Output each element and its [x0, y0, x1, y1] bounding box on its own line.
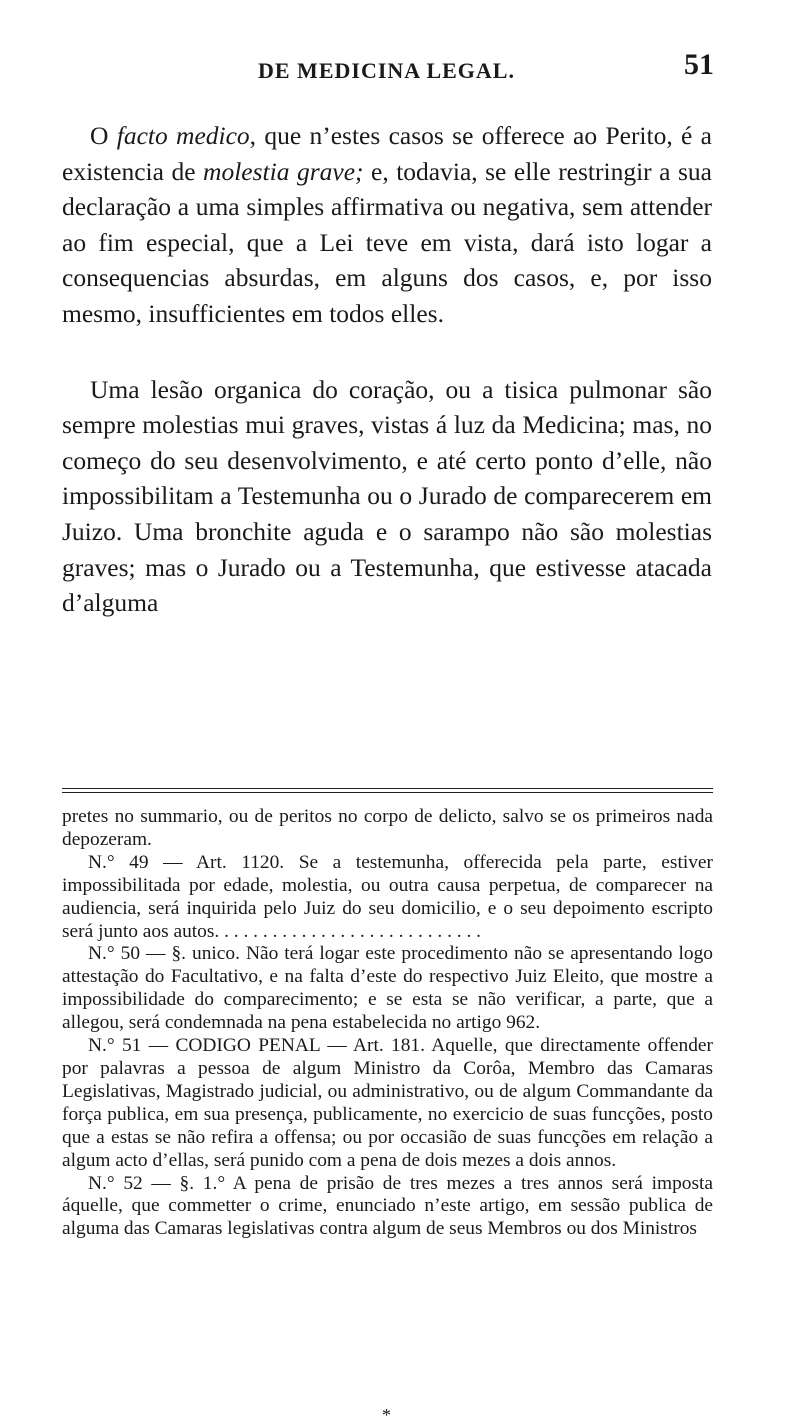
footnote-n50: N.° 50 — §. unico. Não terá logar este procedimento não se apresentando logo attestação do Facultativo, e na falta d’este do respectivo Juiz Eleito, que mostre a impossibilidade do comparecimento; e se esta se não verificar, a parte, que a allegou, será condemnada na pena estabelecida no artigo 962.: [62, 943, 713, 1034]
footnote-block: [62, 806, 713, 1241]
running-head: DE MEDICINA LEGAL.: [258, 58, 515, 83]
footnote-divider: [62, 792, 713, 793]
footnote-divider: [62, 788, 713, 789]
footnote-n51: N.° 51 — CODIGO PENAL — Art. 181. Aquelle, que directamente offender por palavras a pessoa de algum Ministro da Corôa, Membro das Camaras Legislativas, Magistrado judicial, ou administrativo, ou de algum Commandante da força publica, em sua presença, publicamente, no exercicio de suas funcções, posto que a estas se não refira a offensa; ou por occasião de suas funcções em relação a algum acto d’ellas, será punido com a pena de dois mezes a dois annos.: [62, 1035, 713, 1171]
footnote-n49: N.° 49 — Art. 1120. Se a testemunha, offerecida pela parte, estiver impossibilitada por edade, molestia, ou outra causa perpetua, de comparecer na audiencia, será inquirida pelo Juiz do seu domicilio, e o seu depoimento escripto será junto aos autos. . . . . . . . . . . . . . . . . . . . . . . . . . . .: [62, 851, 713, 942]
paragraph-1-text: e, todavia, se elle restringir a sua declaração a uma simples affirmativa ou negativa, sem attender ao fim especial, que a Lei teve em vista, dará isto logar a consequencias absurdas, em alguns dos casos, e, por isso mesmo, insufficientes em todos elles.: [62, 156, 712, 328]
footnote-n52: N.° 52 — §. 1.° A pena de prisão de tres mezes a tres annos será imposta áquelle, que commetter o crime, enunciado n’este artigo, em sessão publica de alguma das Camaras legislativas contra algum de seus Membros ou dos Ministros: [62, 1172, 713, 1240]
body-paragraph-1: [62, 118, 712, 332]
page-number: 51: [684, 48, 714, 81]
footnote-continuation: pretes no summario, ou de peritos no corpo de delicto, salvo se os primeiros nada depozeram.: [62, 806, 713, 850]
paragraph-1-text: O: [90, 121, 117, 150]
signature-mark: *: [382, 1405, 391, 1425]
body-paragraph-2: Uma lesão organica do coração, ou a tisica pulmonar são sempre molestias mui graves, vistas á luz da Medicina; mas, no começo do seu desenvolvimento, e até certo ponto d’elle, não impossibilitam a Testemunha ou o Jurado de comparecerem em Juizo. Uma bronchite aguda e o sarampo não são molestias graves; mas o Jurado ou a Testemunha, que estivesse atacada d’alguma: [62, 374, 712, 618]
italic-term-molestia-grave: molestia grave;: [203, 156, 364, 186]
main-text: [62, 118, 712, 621]
italic-term-facto-medico: facto medico: [116, 121, 250, 150]
paragraph-1-text: , que n’estes casos se offerece ao Perito, é a existencia de: [62, 121, 712, 186]
